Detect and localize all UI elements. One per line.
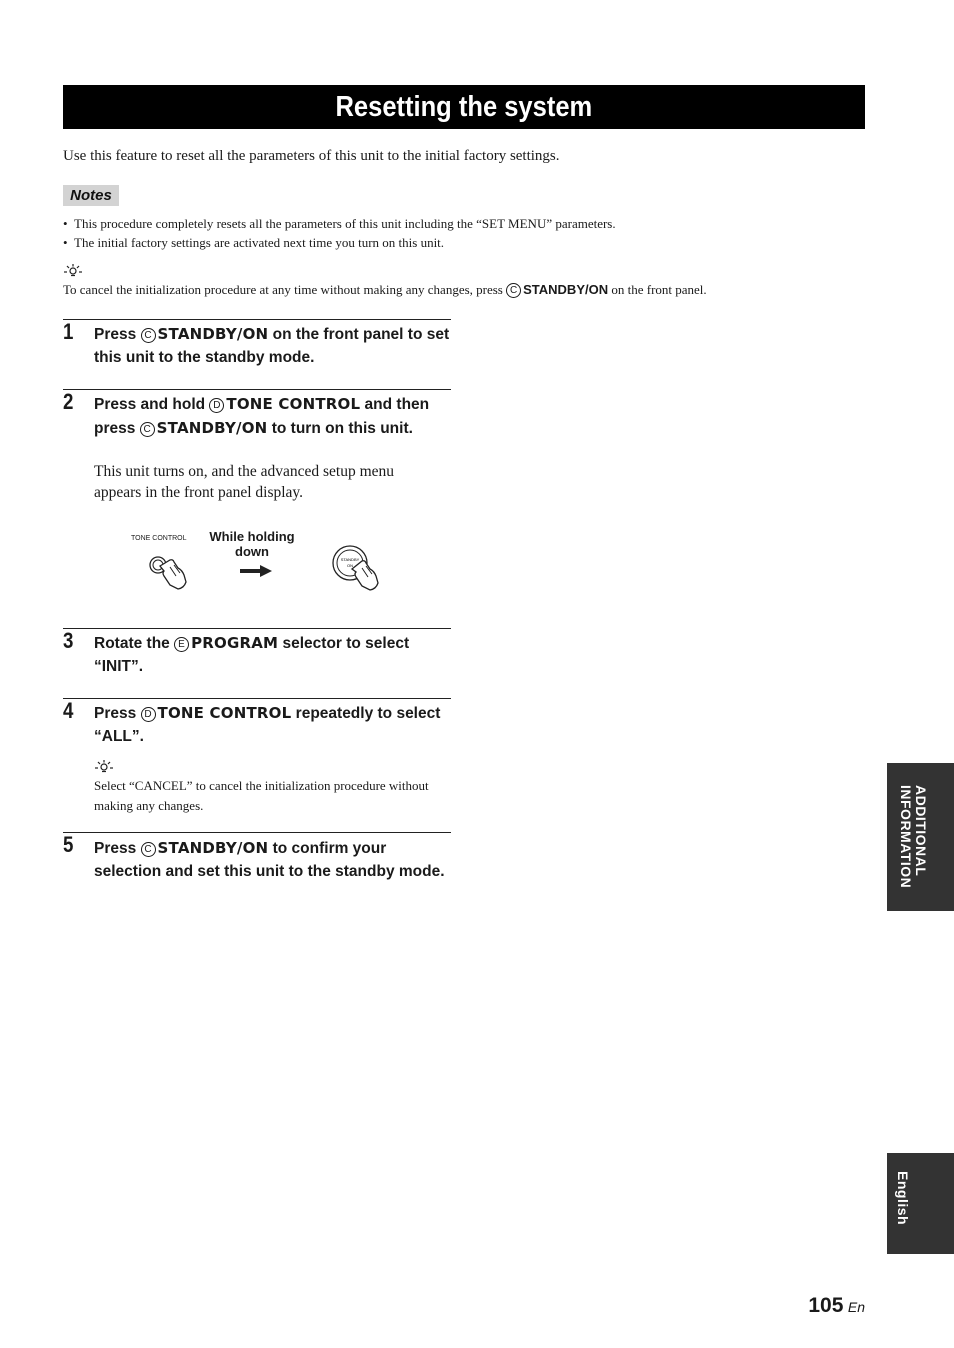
language-tab-english[interactable]	[887, 1153, 954, 1254]
note-item: • The initial factory settings are activated next time you turn on this unit.	[63, 235, 445, 250]
step-4-text: Press D TONE CONTROL repeatedly to select “ALL”.	[94, 704, 441, 745]
notes-label: Notes	[63, 185, 119, 206]
step-4-tip: Select “CANCEL” to cancel the initialization procedure without making any changes.	[94, 778, 429, 813]
language-tab-label: English	[895, 1171, 911, 1226]
step-2-description: This unit turns on, and the advanced setup menu appears in the front panel display.	[94, 463, 395, 501]
lightbulb-tip-icon	[63, 263, 83, 277]
tip-text: To cancel the initialization procedure at any time without making any changes, press C STANDBY/ON on the front panel.	[63, 282, 707, 297]
step-number: 1	[63, 319, 74, 344]
step-divider	[63, 319, 451, 320]
standby-label: STANDBY	[340, 557, 360, 562]
section-tab-additional-information[interactable]	[887, 763, 954, 911]
step-divider	[63, 389, 451, 390]
step-number: 2	[63, 389, 74, 414]
note-item: • This procedure completely resets all the parameters of this unit including the “SET MENU” parameters.	[63, 216, 616, 231]
step-divider	[63, 832, 451, 833]
step-number: 3	[63, 628, 74, 653]
page-number: 105 En	[808, 1294, 865, 1317]
step-5-text: Press C STANDBY/ON to confirm your selection and set this unit to the standby mode.	[94, 839, 445, 880]
standby-key-ref: C STANDBY/ON	[506, 282, 608, 297]
section-tab-label: ADDITIONAL INFORMATION	[898, 785, 929, 889]
page-title: Resetting the system	[335, 91, 593, 123]
step-number: 4	[63, 698, 74, 723]
on-label: ON	[347, 563, 353, 568]
step-divider	[63, 698, 451, 699]
step-2-text: Press and hold D TONE CONTROL and then press C STANDBY/ON to turn on this unit.	[94, 395, 430, 437]
step-1-text: Press C STANDBY/ON on the front panel to set this unit to the standby mode.	[94, 325, 450, 366]
page-title-bar	[63, 85, 865, 129]
tone-control-label: TONE CONTROL	[131, 535, 187, 542]
step-divider	[63, 628, 451, 629]
standby-on-button-press-icon	[330, 543, 382, 593]
tone-control-button-press-icon	[140, 548, 192, 592]
step-number: 5	[63, 832, 74, 857]
arrow-right-icon	[238, 563, 274, 579]
step-3-text: Rotate the E PROGRAM selector to select “INIT”.	[94, 634, 410, 675]
lightbulb-tip-icon	[94, 759, 114, 773]
intro-text: Use this feature to reset all the parameters of this unit to the initial factory settings.	[63, 148, 560, 164]
while-holding-label: While holding down	[209, 529, 295, 559]
